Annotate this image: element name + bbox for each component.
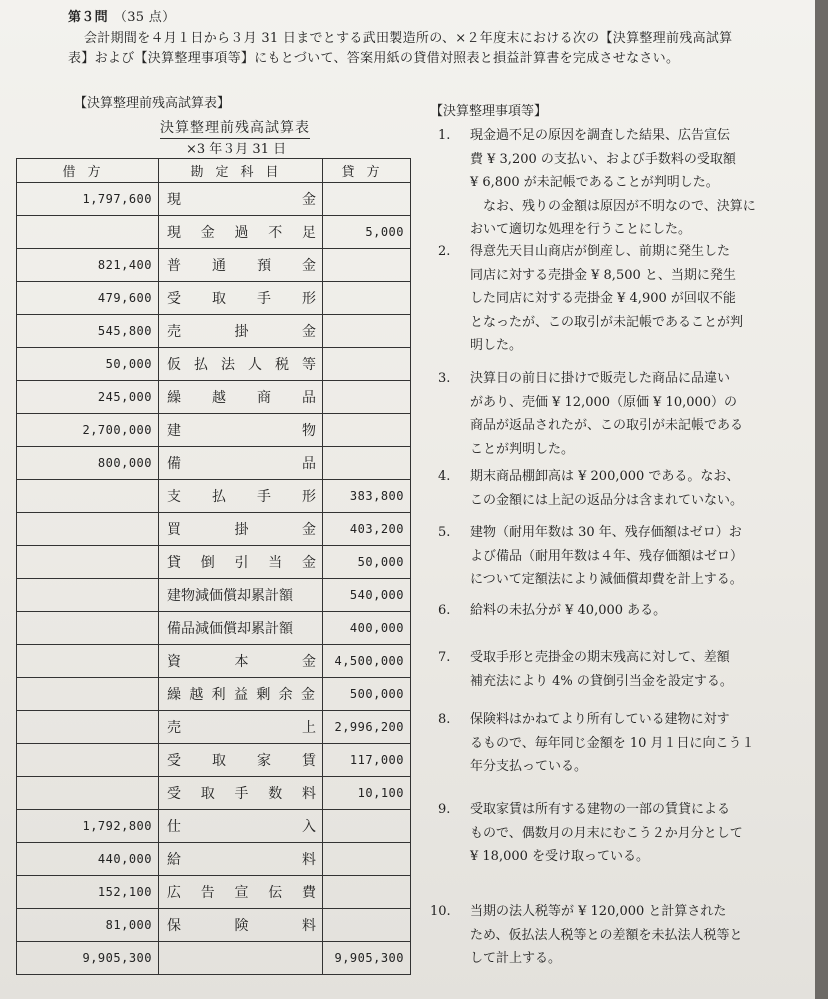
- table-header-row: [17, 159, 411, 183]
- account-cell: 支払手形: [159, 480, 323, 513]
- credit-cell: 540,000: [323, 579, 411, 612]
- account-cell: 備品減価償却累計額: [159, 612, 323, 645]
- item-text-line: について定額法により減価償却費を計上する。: [470, 572, 743, 587]
- item-text: [470, 599, 780, 623]
- credit-cell: 10,100: [323, 777, 411, 810]
- table-row: [17, 513, 411, 546]
- table-row: [17, 216, 411, 249]
- credit-cell: 5,000: [323, 216, 411, 249]
- question-number: 第３問: [68, 10, 108, 25]
- account-cell: 繰越商品: [159, 381, 323, 414]
- desk-background: [815, 0, 828, 999]
- item-text-line: 当期の法人税等が ¥ 120,000 と計算された: [470, 904, 727, 919]
- credit-cell: 400,000: [323, 612, 411, 645]
- item-text-line: した同店に対する売掛金 ¥ 4,900 が回収不能: [470, 291, 736, 306]
- trial-balance-section-label: 【決算整理前残高試算表】: [74, 96, 231, 111]
- credit-cell: 2,996,200: [323, 711, 411, 744]
- credit-cell: [323, 282, 411, 315]
- item-text-line: 得意先天目山商店が倒産し、前期に発生した: [470, 244, 731, 259]
- debit-cell: [17, 678, 159, 711]
- item-text-line: 同店に対する売掛金 ¥ 8,500 と、当期に発生: [470, 267, 736, 283]
- item-text: [470, 124, 780, 242]
- item-text-line: 建物（耐用年数は 30 年、残存価額はゼロ）お: [470, 525, 742, 540]
- intro-line-1: 会計期間を４月１日から３月 31 日までとする武田製造所の、×２年度末における次の【決算整理前残高試算: [84, 31, 733, 46]
- item-text: [470, 798, 780, 869]
- debit-cell: 81,000: [17, 909, 159, 942]
- item-text-line: 受取手形と売掛金の期末残高に対して、差額: [470, 650, 730, 665]
- table-row: [17, 381, 411, 414]
- debit-header: 借方: [17, 159, 159, 183]
- item-text: [470, 240, 780, 358]
- debit-cell: 545,800: [17, 315, 159, 348]
- credit-cell: 4,500,000: [323, 645, 411, 678]
- item-text-line: して計上する。: [470, 951, 562, 966]
- debit-cell: [17, 480, 159, 513]
- account-cell: 普通預金: [159, 249, 323, 282]
- debit-cell: [17, 579, 159, 612]
- item-number: 3.: [438, 371, 451, 386]
- trial-balance-date: ×3 年３月 31 日: [186, 142, 287, 157]
- account-cell: 仮払法人税等: [159, 348, 323, 381]
- credit-cell: [323, 810, 411, 843]
- item-text-line: ¥ 18,000 を受け取っている。: [470, 849, 650, 864]
- item-text-line: ¥ 6,800 が未記帳であることが判明した。: [470, 175, 719, 190]
- table-row: [17, 942, 411, 975]
- account-cell: 受取手形: [159, 282, 323, 315]
- credit-cell: [323, 876, 411, 909]
- table-row: [17, 183, 411, 216]
- table-row: [17, 810, 411, 843]
- credit-cell: 500,000: [323, 678, 411, 711]
- table-row: [17, 777, 411, 810]
- account-cell: 受取手数料: [159, 777, 323, 810]
- item-text-line: 現金過不足の原因を調査した結果、広告宣伝: [470, 128, 731, 143]
- question-title: [68, 6, 175, 25]
- item-text-line: 受取家賃は所有する建物の一部の賃貸による: [470, 802, 731, 817]
- item-number: 8.: [438, 712, 451, 727]
- table-row: [17, 480, 411, 513]
- item-text: [470, 465, 780, 512]
- item-text-line: 商品が返品されたが、この取引が未記帳である: [470, 418, 744, 433]
- credit-cell: 117,000: [323, 744, 411, 777]
- adjustments-section-label: 【決算整理事項等】: [430, 104, 548, 119]
- item-text-line: ことが判明した。: [470, 441, 575, 457]
- item-number: 7.: [438, 650, 451, 665]
- item-text-line: 決算日の前日に掛けで販売した商品に品違い: [470, 371, 731, 386]
- account-cell: 備品: [159, 447, 323, 480]
- item-text-line: 期末商品棚卸高は ¥ 200,000 である。なお、: [470, 469, 740, 484]
- item-number: 10.: [430, 904, 451, 919]
- debit-cell: 152,100: [17, 876, 159, 909]
- trial-balance-title: 決算整理前残高試算表: [160, 117, 310, 139]
- debit-cell: [17, 612, 159, 645]
- debit-cell: [17, 744, 159, 777]
- credit-cell: 9,905,300: [323, 942, 411, 975]
- account-cell: 給料: [159, 843, 323, 876]
- account-cell: 仕入: [159, 810, 323, 843]
- account-cell: 繰越利益剰余金: [159, 678, 323, 711]
- item-text-line: があり、売価 ¥ 12,000（原価 ¥ 10,000）の: [470, 394, 738, 410]
- item-text-line: なお、残りの金額は原因が不明なので、決算に: [470, 198, 756, 214]
- table-row: [17, 579, 411, 612]
- item-text-line: 明した。: [470, 338, 523, 353]
- credit-cell: [323, 381, 411, 414]
- table-row: [17, 711, 411, 744]
- debit-cell: [17, 711, 159, 744]
- table-row: [17, 645, 411, 678]
- table-row: [17, 612, 411, 645]
- item-text: [470, 646, 780, 693]
- debit-cell: 1,792,800: [17, 810, 159, 843]
- credit-cell: [323, 249, 411, 282]
- debit-cell: 800,000: [17, 447, 159, 480]
- item-text-line: 補充法により 4% の貸倒引当金を設定する。: [470, 673, 733, 689]
- account-cell: 貸倒引当金: [159, 546, 323, 579]
- credit-cell: [323, 909, 411, 942]
- table-row: [17, 282, 411, 315]
- credit-cell: [323, 447, 411, 480]
- table-row: [17, 546, 411, 579]
- debit-cell: 440,000: [17, 843, 159, 876]
- item-text: [470, 367, 780, 461]
- debit-cell: [17, 513, 159, 546]
- table-row: [17, 447, 411, 480]
- account-cell: 現金過不足: [159, 216, 323, 249]
- item-text-line: 費 ¥ 3,200 の支払い、および手数料の受取額: [470, 151, 736, 167]
- item-text: [470, 521, 780, 592]
- item-number: 5.: [438, 525, 451, 540]
- item-text: [470, 708, 780, 779]
- item-text-line: よび備品（耐用年数は４年、残存価額はゼロ）: [470, 548, 744, 564]
- account-cell: 売掛金: [159, 315, 323, 348]
- debit-cell: 245,000: [17, 381, 159, 414]
- item-text-line: となったが、この取引が未記帳であることが判: [470, 314, 744, 330]
- credit-cell: [323, 843, 411, 876]
- debit-cell: [17, 777, 159, 810]
- account-cell: 建物: [159, 414, 323, 447]
- credit-header: 貸方: [323, 159, 411, 183]
- credit-cell: [323, 348, 411, 381]
- debit-cell: 50,000: [17, 348, 159, 381]
- trial-balance-table: [16, 158, 411, 975]
- table-row: [17, 909, 411, 942]
- table-row: [17, 876, 411, 909]
- item-number: 6.: [438, 603, 451, 618]
- debit-cell: 2,700,000: [17, 414, 159, 447]
- table-row: [17, 348, 411, 381]
- item-number: 2.: [438, 244, 451, 259]
- item-text-line: 年分支払っている。: [470, 759, 588, 774]
- item-number: 4.: [438, 469, 451, 484]
- table-row: [17, 843, 411, 876]
- item-text-line: おいて適切な処理を行うことにした。: [470, 222, 692, 237]
- table-row: [17, 414, 411, 447]
- account-cell: [159, 942, 323, 975]
- account-cell: 資本金: [159, 645, 323, 678]
- credit-cell: [323, 414, 411, 447]
- account-cell: 受取家賃: [159, 744, 323, 777]
- debit-cell: 9,905,300: [17, 942, 159, 975]
- table-row: [17, 249, 411, 282]
- credit-cell: 383,800: [323, 480, 411, 513]
- item-text: [470, 900, 780, 971]
- table-row: [17, 315, 411, 348]
- intro-line-2: 表】および【決算整理事項等】にもとづいて、答案用紙の貸借対照表と損益計算書を完成させなさい。: [68, 51, 680, 66]
- debit-cell: [17, 216, 159, 249]
- account-cell: 現金: [159, 183, 323, 216]
- item-text-line: 保険料はかねてより所有している建物に対す: [470, 712, 730, 727]
- credit-cell: [323, 183, 411, 216]
- debit-cell: 479,600: [17, 282, 159, 315]
- table-row: [17, 744, 411, 777]
- account-cell: 建物減価償却累計額: [159, 579, 323, 612]
- debit-cell: [17, 645, 159, 678]
- debit-cell: [17, 546, 159, 579]
- account-cell: 保険料: [159, 909, 323, 942]
- question-points: （35 点）: [113, 10, 176, 25]
- item-number: 1.: [438, 128, 451, 143]
- account-cell: 買掛金: [159, 513, 323, 546]
- item-text-line: ため、仮払法人税等との差額を未払法人税等と: [470, 927, 743, 943]
- credit-cell: [323, 315, 411, 348]
- item-text-line: 給料の未払分が ¥ 40,000 ある。: [470, 603, 667, 618]
- item-text-line: るもので、毎年同じ金額を 10 月１日に向こう１: [470, 735, 755, 751]
- item-text-line: もので、偶数月の月末にむこう２か月分として: [470, 825, 743, 841]
- credit-cell: 50,000: [323, 546, 411, 579]
- account-cell: 売上: [159, 711, 323, 744]
- item-text-line: この金額には上記の返品分は含まれていない。: [470, 492, 744, 508]
- credit-cell: 403,200: [323, 513, 411, 546]
- account-header: 勘定科目: [159, 159, 323, 183]
- item-number: 9.: [438, 802, 451, 817]
- account-cell: 広告宣伝費: [159, 876, 323, 909]
- debit-cell: 1,797,600: [17, 183, 159, 216]
- debit-cell: 821,400: [17, 249, 159, 282]
- trial-balance-body: [17, 183, 411, 975]
- table-row: [17, 678, 411, 711]
